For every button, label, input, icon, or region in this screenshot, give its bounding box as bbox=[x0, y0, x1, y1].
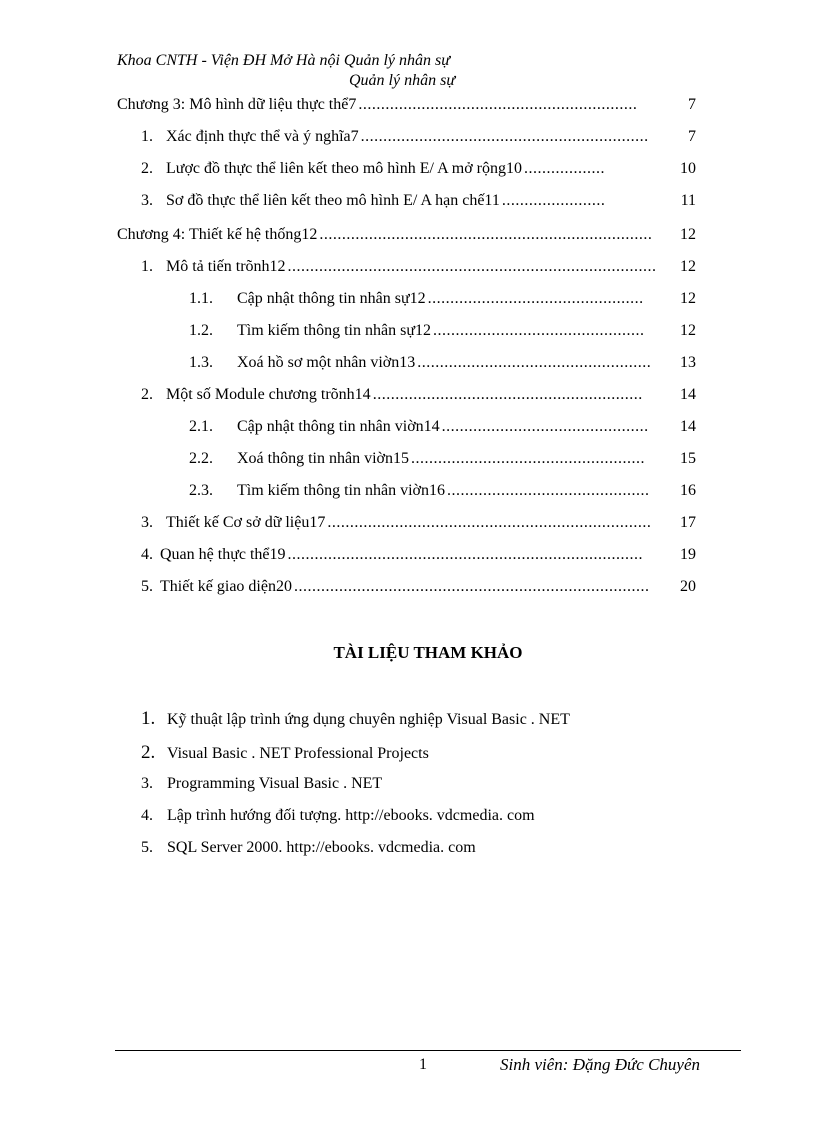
toc-entry-page: 12 bbox=[680, 226, 696, 243]
toc-entry-4-2-1[interactable] bbox=[0, 418, 696, 442]
toc-entry-3-1[interactable] bbox=[0, 128, 696, 152]
toc-entry-4-2-3[interactable] bbox=[0, 482, 696, 506]
toc-entry-title: Lược đồ thực thể liên kết theo mô hình E/ A mở rộng10 bbox=[166, 160, 522, 177]
toc-entry-leader: .................. bbox=[524, 160, 605, 177]
toc-entry-4-5[interactable] bbox=[0, 578, 696, 602]
toc-entry-page: 11 bbox=[680, 192, 696, 209]
reference-number: 1. bbox=[141, 708, 156, 729]
reference-text: Kỹ thuật lập trình ứng dụng chuyên nghiệp Visual Basic . NET bbox=[167, 711, 570, 728]
toc-entry-4-4[interactable] bbox=[0, 546, 696, 570]
toc-entry-number: 4. bbox=[141, 546, 153, 563]
header-line-1: Khoa CNTH - Viện ĐH Mở Hà nội Quản lý nhân sự bbox=[117, 52, 450, 69]
toc-entry-title: Chương 3: Mô hình dữ liệu thực thể7 bbox=[117, 96, 357, 113]
toc-entry-4-1-1[interactable] bbox=[0, 290, 696, 314]
toc-entry-leader: ........................................................................ bbox=[327, 514, 652, 531]
toc-entry-page: 17 bbox=[680, 514, 696, 531]
reference-number: 2. bbox=[141, 742, 156, 763]
reference-item bbox=[141, 775, 382, 793]
toc-entry-page: 10 bbox=[680, 160, 696, 177]
toc-entry-chapter-3[interactable] bbox=[0, 96, 696, 120]
toc-entry-title: Cập nhật thông tin nhân viờn14 bbox=[237, 418, 440, 435]
toc-entry-number: 3. bbox=[141, 192, 153, 209]
reference-number: 5. bbox=[141, 839, 153, 856]
reference-text: Lập trình hướng đối tượng. http://ebooks. vdcmedia. com bbox=[167, 807, 535, 824]
reference-text: Visual Basic . NET Professional Projects bbox=[167, 745, 429, 762]
reference-number: 3. bbox=[141, 775, 153, 792]
toc-entry-leader: .................................................... bbox=[417, 354, 652, 371]
toc-entry-number: 1.1. bbox=[189, 290, 213, 307]
toc-entry-leader: ............................................. bbox=[447, 482, 650, 499]
toc-entry-leader: ................................................ bbox=[427, 290, 644, 307]
toc-entry-page: 14 bbox=[680, 418, 696, 435]
toc-entry-4-3[interactable] bbox=[0, 514, 696, 538]
reference-item bbox=[141, 742, 429, 764]
toc-entry-chapter-4[interactable] bbox=[0, 226, 696, 250]
reference-item bbox=[141, 839, 476, 857]
toc-entry-number: 2. bbox=[141, 160, 153, 177]
toc-entry-page: 14 bbox=[680, 386, 696, 403]
toc-entry-page: 19 bbox=[680, 546, 696, 563]
toc-entry-number: 2.1. bbox=[189, 418, 213, 435]
toc-entry-leader: .......................................................................... bbox=[319, 226, 653, 243]
toc-entry-page: 7 bbox=[688, 96, 696, 113]
references-title: TÀI LIỆU THAM KHẢO bbox=[333, 643, 523, 662]
toc-entry-leader: ............................................................ bbox=[372, 386, 643, 403]
toc-entry-4-1-2[interactable] bbox=[0, 322, 696, 346]
toc-entry-page: 15 bbox=[680, 450, 696, 467]
toc-entry-leader: ....................... bbox=[501, 192, 606, 209]
toc-entry-title: Tìm kiếm thông tin nhân sự12 bbox=[237, 322, 431, 339]
toc-entry-title: Tìm kiếm thông tin nhân viờn16 bbox=[237, 482, 445, 499]
toc-entry-page: 13 bbox=[680, 354, 696, 371]
toc-entry-page: 12 bbox=[680, 290, 696, 307]
toc-entry-number: 5. bbox=[141, 578, 153, 595]
reference-number: 4. bbox=[141, 807, 153, 824]
reference-item bbox=[141, 807, 535, 825]
reference-item bbox=[141, 708, 570, 730]
toc-entry-4-1-3[interactable] bbox=[0, 354, 696, 378]
toc-entry-page: 16 bbox=[680, 482, 696, 499]
toc-entry-title: Thiết kế Cơ sở dữ liệu17 bbox=[166, 514, 326, 531]
toc-entry-page: 20 bbox=[680, 578, 696, 595]
toc-entry-title: Chương 4: Thiết kế hệ thống12 bbox=[117, 226, 318, 243]
page-number: 1 bbox=[419, 1056, 427, 1073]
toc-entry-leader: ............................................................................... bbox=[293, 578, 650, 595]
toc-entry-page: 12 bbox=[680, 258, 696, 275]
reference-text: Programming Visual Basic . NET bbox=[167, 775, 383, 792]
footer-student-name: Sinh viên: Đặng Đức Chuyên bbox=[500, 1055, 700, 1074]
toc-entry-number: 2. bbox=[141, 386, 153, 403]
toc-entry-number: 1. bbox=[141, 258, 153, 275]
toc-entry-3-3[interactable] bbox=[0, 192, 696, 216]
toc-entry-page: 7 bbox=[688, 128, 696, 145]
toc-entry-title: Một số Module chương trõnh14 bbox=[166, 386, 371, 403]
toc-entry-4-2[interactable] bbox=[0, 386, 696, 410]
toc-entry-number: 3. bbox=[141, 514, 153, 531]
toc-entry-title: Cập nhật thông tin nhân sự12 bbox=[237, 290, 426, 307]
reference-text: SQL Server 2000. http://ebooks. vdcmedia. com bbox=[167, 839, 476, 856]
toc-entry-title: Quan hệ thực thể19 bbox=[160, 546, 286, 563]
toc-entry-leader: .................................................................................. bbox=[287, 258, 657, 275]
toc-entry-number: 1.3. bbox=[189, 354, 213, 371]
toc-entry-title: Mô tả tiến trõnh12 bbox=[166, 258, 286, 275]
toc-entry-leader: .............................................................. bbox=[358, 96, 638, 113]
toc-entry-leader: .............................................. bbox=[441, 418, 649, 435]
toc-entry-leader: ............................................................................... bbox=[287, 546, 644, 563]
toc-entry-number: 2.3. bbox=[189, 482, 213, 499]
toc-entry-title: Xoá hồ sơ một nhân viờn13 bbox=[237, 354, 416, 371]
toc-entry-page: 12 bbox=[680, 322, 696, 339]
toc-entry-number: 2.2. bbox=[189, 450, 213, 467]
header-line-2: Quản lý nhân sự bbox=[349, 72, 456, 89]
footer-divider bbox=[115, 1050, 741, 1051]
toc-entry-4-2-2[interactable] bbox=[0, 450, 696, 474]
toc-entry-title: Sơ đồ thực thể liên kết theo mô hình E/ A hạn chế11 bbox=[166, 192, 500, 209]
toc-entry-3-2[interactable] bbox=[0, 160, 696, 184]
toc-entry-leader: ................................................................ bbox=[360, 128, 649, 145]
toc-entry-leader: .................................................... bbox=[411, 450, 645, 467]
toc-entry-title: Xác định thực thể và ý nghĩa7 bbox=[166, 128, 359, 145]
toc-entry-leader: ............................................... bbox=[433, 322, 645, 339]
toc-entry-title: Thiết kế giao diện20 bbox=[160, 578, 292, 595]
toc-entry-4-1[interactable] bbox=[0, 258, 696, 282]
toc-entry-number: 1. bbox=[141, 128, 153, 145]
toc-entry-title: Xoá thông tin nhân viờn15 bbox=[237, 450, 409, 467]
toc-entry-number: 1.2. bbox=[189, 322, 213, 339]
